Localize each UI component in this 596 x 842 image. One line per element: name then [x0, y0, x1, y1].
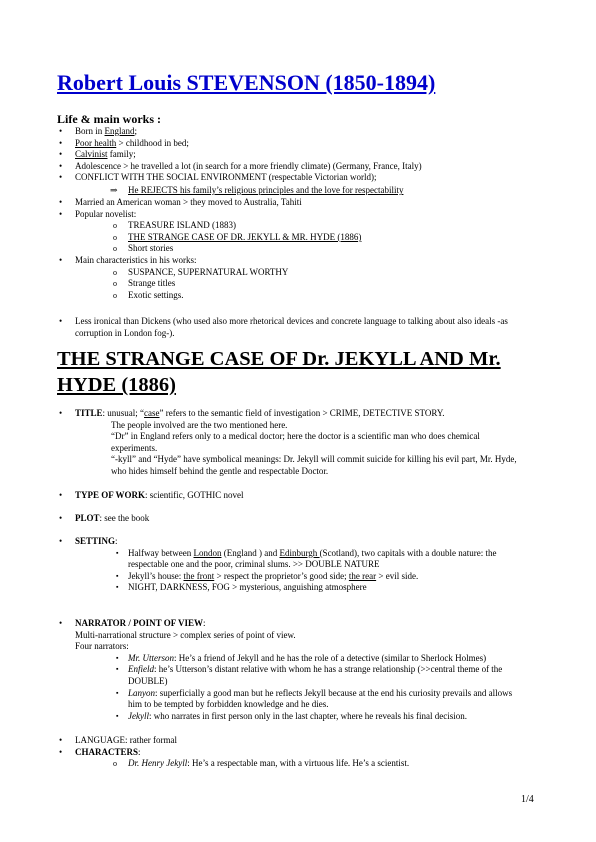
page-number: 1/4 — [521, 794, 534, 805]
list-item: o Exotic settings. — [0, 290, 596, 302]
list-item: ▪ NIGHT, DARKNESS, FOG > mysterious, anguishing atmosphere — [0, 582, 596, 594]
title-section — [0, 408, 596, 478]
list-item: o SUSPANCE, SUPERNATURAL WORTHY — [0, 267, 596, 279]
page-title: Robert Louis STEVENSON (1850-1894) — [57, 70, 436, 95]
list-item: ▪ Lanyon: superficially a good man but he reflects Jekyll because at the end his curiosity prevails and allows him to be tempted by forbidden knowledge and he dies. — [0, 688, 596, 711]
list-item: • PLOT: see the book — [0, 513, 596, 525]
list-item: ⇒ He REJECTS his family’s religious principles and the love for respectability — [110, 184, 404, 195]
list-item: • Poor health > childhood in bed; — [0, 138, 596, 150]
ironical-list — [0, 316, 596, 339]
section-heading-life: Life & main works : — [57, 112, 161, 126]
list-item: o Strange titles — [0, 278, 596, 290]
list-item: ▪ Jekyll: who narrates in first person only in the last chapter, where he reveals his final decision. — [0, 711, 596, 723]
paragraph: “Dr” in England refers only to a medical doctor; here the doctor is a scientific man who does chemical experiments. — [111, 431, 480, 453]
setting-section — [0, 536, 596, 594]
list-item: • LANGUAGE: rather formal — [0, 735, 596, 747]
list-item: • Popular novelist: — [0, 209, 596, 221]
list-item: o Dr. Henry Jekyll: He’s a respectable man, with a virtuous life. He’s a scientist. — [0, 758, 596, 770]
paragraph: Four narrators: — [75, 641, 129, 652]
list-item: • NARRATOR / POINT OF VIEW: — [0, 618, 596, 630]
list-item: ▪ Jekyll’s house: the front > respect the proprietor’s good side; the rear > evil side. — [0, 571, 596, 583]
narrator-section — [0, 618, 596, 722]
life-list — [0, 126, 596, 301]
list-item: ▪ Halfway between London (England ) and Edinburgh (Scotland), two capitals with a double nature: the respectable one and the poor, criminal slums. >> DOUBLE NATURE — [0, 548, 596, 571]
language-section — [0, 735, 596, 770]
list-item: ▪ Mr. Utterson: He’s a friend of Jekyll and he has the role of a detective (similar to Sherlock Holmes) — [0, 653, 596, 665]
list-item: • Married an American woman > they moved to Australia, Tahiti — [0, 197, 596, 209]
paragraph: “-kyll” and “Hyde” have symbolical meanings: Dr. Jekyll will commit suicide for killing his evil part, Mr. Hyde, who hides himself behind the gentle and respectable Doctor. — [111, 454, 517, 476]
list-item: • TITLE: unusual; “case” refers to the semantic field of investigation > CRIME, DETECTIVE STORY. — [0, 408, 596, 420]
list-item: • TYPE OF WORK: scientific, GOTHIC novel — [0, 490, 596, 502]
arrow-icon: ⇒ — [110, 184, 118, 195]
list-item: • CONFLICT WITH THE SOCIAL ENVIRONMENT (respectable Victorian world); — [0, 172, 596, 184]
type-section — [0, 490, 596, 502]
list-item: • Born in England; — [0, 126, 596, 138]
list-item: ▪ Enfield: he’s Utterson’s distant relative with whom he has a strange relationship (>>central theme of the DOUBLE) — [0, 664, 596, 687]
list-item: • SETTING: — [0, 536, 596, 548]
paragraph: Multi-narrational structure > complex series of point of view. — [75, 629, 296, 640]
novel-title: THE STRANGE CASE OF Dr. JEKYLL AND Mr. HYDE (1886) — [57, 348, 501, 396]
list-item: o TREASURE ISLAND (1883) — [0, 220, 596, 232]
list-item: o Short stories — [0, 243, 596, 255]
list-item: • Less ironical than Dickens (who used also more rhetorical devices and concrete language to talking about also ideals -as corruption in London fog-). — [0, 316, 596, 339]
list-item: • CHARACTERS: — [0, 747, 596, 759]
list-item: • Main characteristics in his works: — [0, 255, 596, 267]
list-item: • Adolescence > he travelled a lot (in search for a more friendly climate) (Germany, France, Italy) — [0, 161, 596, 173]
list-item: • Calvinist family; — [0, 149, 596, 161]
paragraph: The people involved are the two mentioned here. — [111, 419, 288, 430]
list-item: o THE STRANGE CASE OF DR. JEKYLL & MR. HYDE (1886) — [0, 232, 596, 244]
plot-section — [0, 513, 596, 525]
